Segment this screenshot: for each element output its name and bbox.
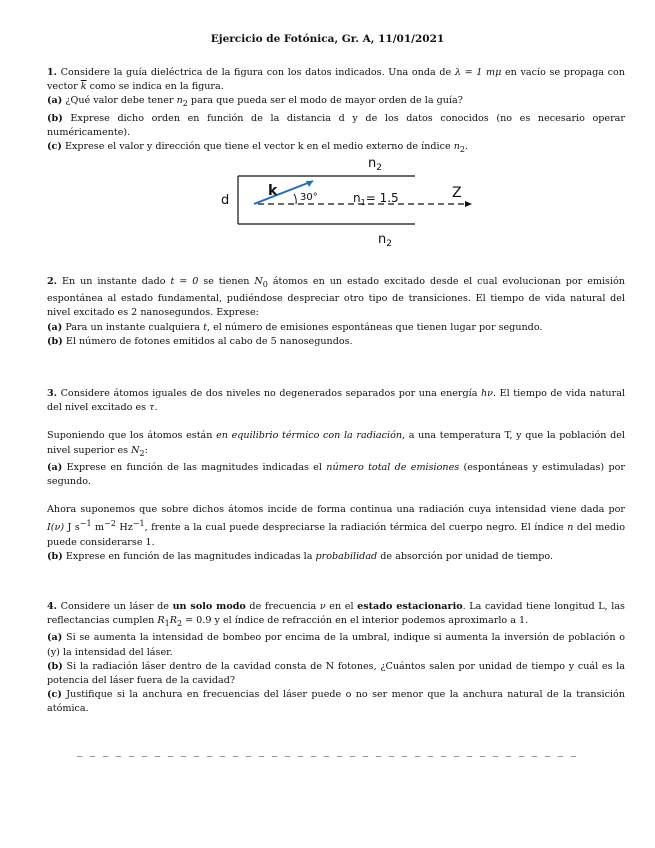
n1-label: $n_1= 1.5$ (353, 191, 399, 207)
question-3b: (b) Exprese en función de las magnitudes indicadas la probabilidad de absorción por unidad de tiempo. (47, 550, 554, 562)
footer-separator: _ _ _ _ _ _ _ _ _ _ _ _ _ _ _ _ _ _ _ _ _ _ _ _ _ _ _ _ _ _ _ _ _ _ _ _ _ _ _ (76, 744, 579, 757)
k-vector: $\overline{k}$ (80, 81, 87, 93)
question-1b: (b) Exprese dicho orden en función de la distancia d y de los datos conocidos (no es necesario operar numéricamente). (47, 112, 625, 138)
angle-arc (294, 194, 296, 204)
wavelength-value: λ = 1 mμ (454, 67, 502, 78)
thickness-label: d (221, 193, 230, 208)
question-4-intro: 4. Considere un láser de un solo modo de frecuencia ν en el estado estacionario. La cavidad tiene longitud L, las reflectancias cumplen $R_1R_2 = 0.9$ y el índice de refracción en el interior podemos aproximarlo a 1. (47, 601, 625, 629)
k-label: k (268, 183, 278, 199)
z-label: Z (452, 185, 462, 201)
question-2 (47, 275, 625, 349)
question-2a: (a) Para un instante cualquiera t, el número de emisiones espontáneas que tienen lugar por segundo. (47, 321, 543, 333)
question-1c: (c) Exprese el valor y dirección que tiene el vector k en el medio externo de índice $n_2$. (47, 140, 469, 154)
question-number: 3. (47, 388, 58, 399)
question-3 (47, 387, 625, 564)
page-title: Ejercicio de Fotónica, Gr. A, 11/01/2021 (210, 33, 445, 45)
z-axis-arrowhead (465, 201, 472, 207)
question-number: 4. (47, 601, 58, 612)
question-3-intro: 3. Considere átomos iguales de dos niveles no degenerados separados por una energía hν. El tiempo de vida natural del nivel excitado es τ. (47, 388, 625, 414)
question-1a: (a) ¿Qué valor debe tener $n_2$ para que pueda ser el modo de mayor orden de la guía? (47, 95, 463, 109)
n2-bottom-label: $n_2$ (378, 232, 392, 249)
question-1 (47, 66, 625, 157)
question-4a: (a) Si se aumenta la intensidad de bombeo por encima de la umbral, indique si aumenta la inversión de población o (y) la intensidad del láser. (47, 632, 625, 658)
question-4 (47, 600, 625, 717)
angle-label: 30° (300, 192, 318, 203)
question-3a: (a) Exprese en función de las magnitudes indicadas el número total de emisiones (espontáneas y estimuladas) por segundo. (47, 461, 625, 487)
question-4b: (b) Si la radiación láser dentro de la cavidad consta de N fotones, ¿Cuántos salen por unidad de tiempo y cuál es la potencia del láser fuera de la cavidad? (47, 660, 625, 686)
n2-top-label: $n_2$ (368, 156, 382, 173)
question-2-intro: 2. En un instante dado t = 0 se tienen $N_0$ átomos en un estado excitado desde el cual evolucionan por emisión espontánea al estado fundamental, pudiéndose despreciar otro tipo de transiciones. El tiempo de vida natural del nivel excitado es 2 nanosegundos. Exprese: (47, 276, 625, 319)
question-number: 2. (47, 276, 58, 287)
question-number: 1. (47, 67, 58, 78)
waveguide-figure (210, 150, 480, 250)
question-3-paragraph-2: Suponiendo que los átomos están en equilibrio térmico con la radiación, a una temperatura T, y que la población del nivel superior es $N_2$: (47, 430, 625, 458)
question-2b: (b) El número de fotones emitidos al cabo de 5 nanosegundos. (47, 335, 353, 347)
question-1-intro: 1. Considere la guía dieléctrica de la figura con los datos indicados. Una onda de λ = 1 mμ en vacío se propaga con vector $\overline{k}$ como se indica en la figura. (47, 67, 625, 93)
question-3-paragraph-3: Ahora suponemos que sobre dichos átomos incide de forma continua una radiación cuya intensidad viene dada por I(ν) J $s^{-1}$ $m^{-2}$ $Hz^{-1}$, frente a la cual puede despreciarse la radiación térmica del cuerpo negro. El índice n del medio puede considerarse 1. (47, 504, 625, 548)
question-4c: (c) Justifique si la anchura en frecuencias del láser puede o no ser menor que la anchura natural de la transición atómica. (47, 689, 625, 715)
